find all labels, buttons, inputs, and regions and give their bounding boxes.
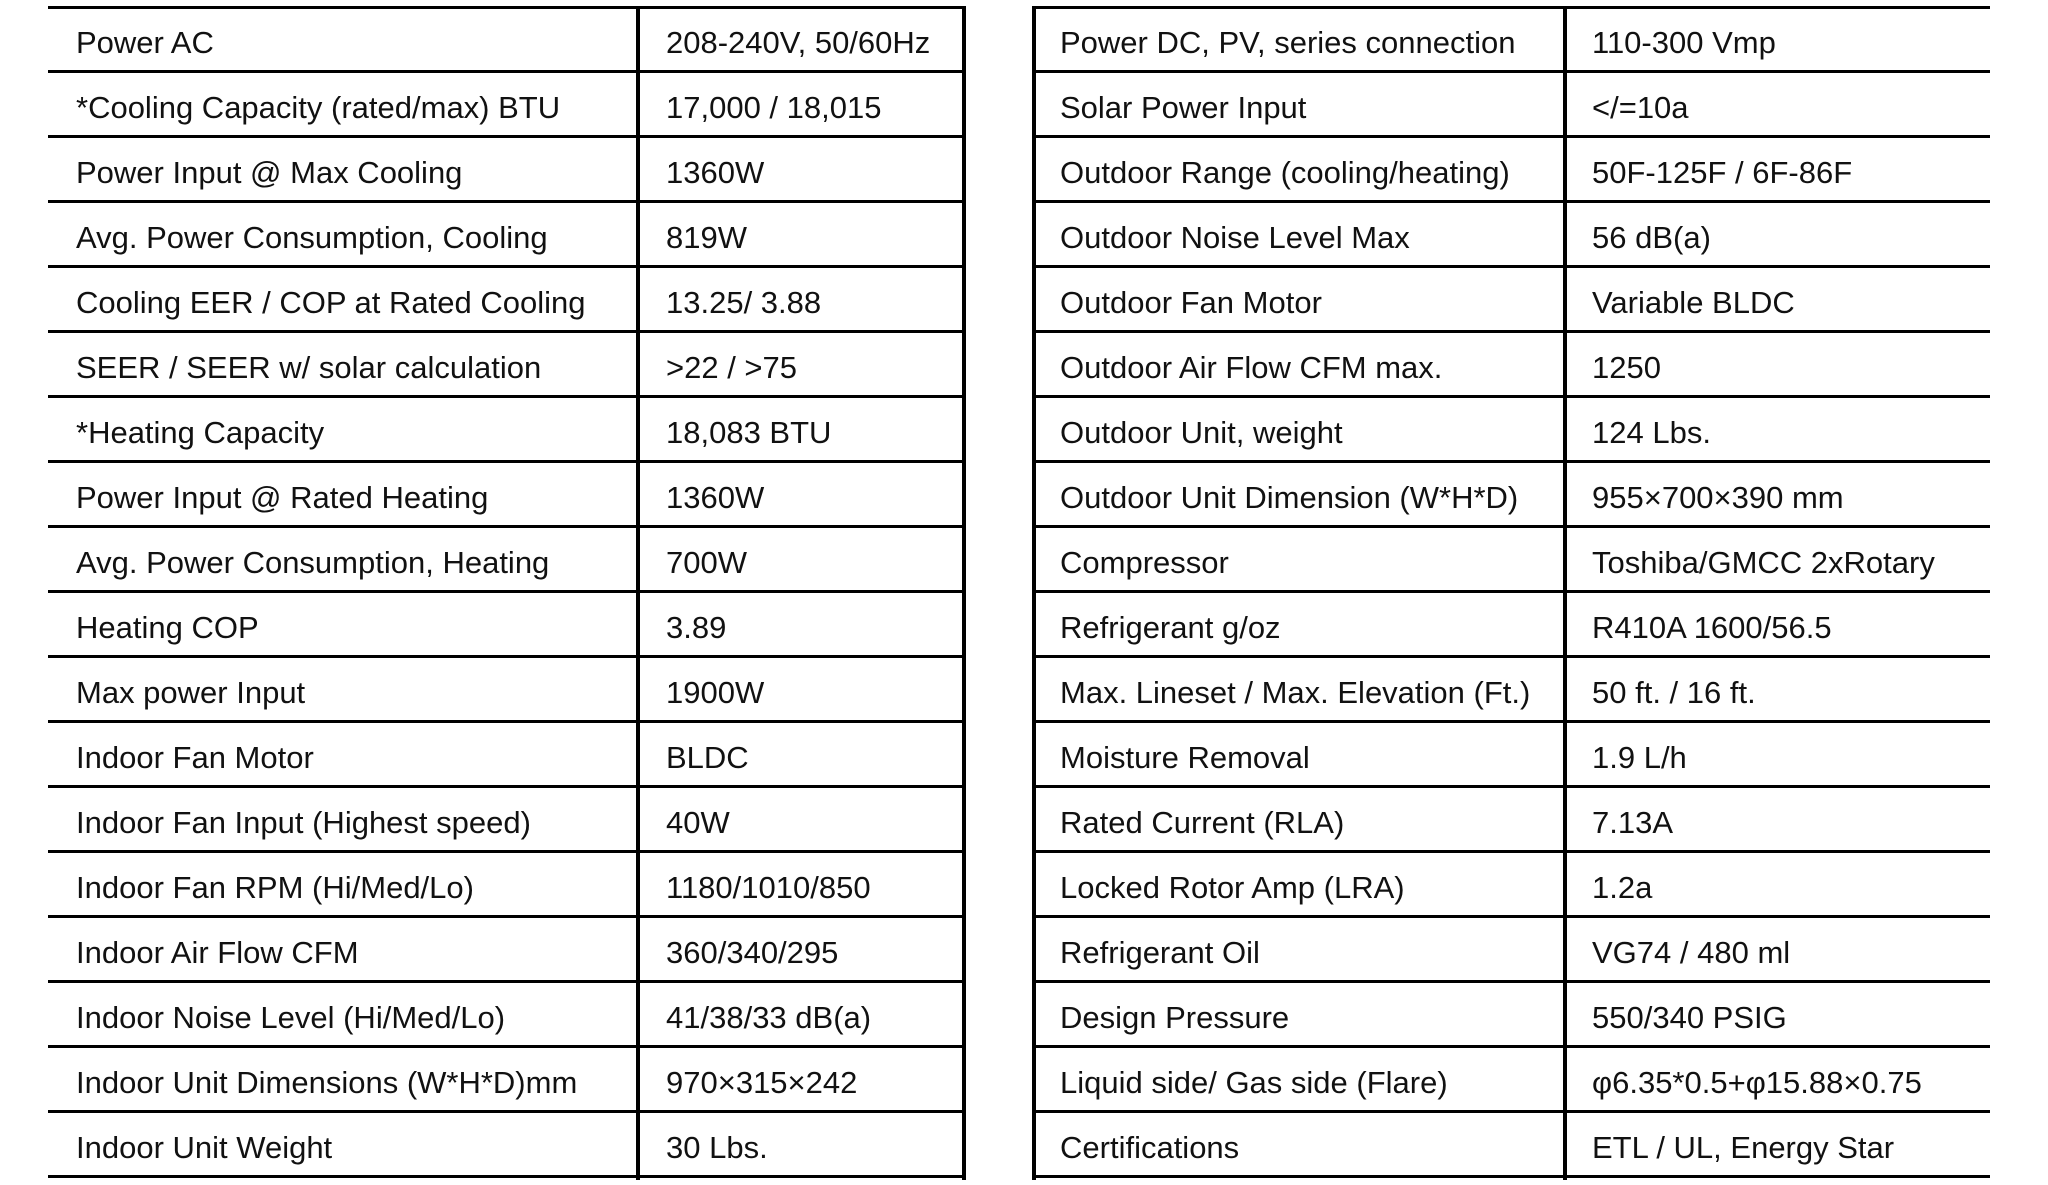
spec-value: 819W [666,220,747,255]
spec-label: Refrigerant g/oz [1060,610,1281,645]
spec-value: φ6.35*0.5+φ15.88×0.75 [1592,1065,1922,1100]
spec-label: Moisture Removal [1060,740,1310,775]
spec-value: 360/340/295 [666,935,839,970]
spec-value: 208-240V, 50/60Hz [666,25,931,60]
spec-value: 700W [666,545,747,580]
spec-value: ETL / UL, Energy Star [1592,1130,1895,1165]
spec-value: VG74 / 480 ml [1592,935,1791,970]
row-divider [48,395,966,398]
spec-value: 50F-125F / 6F-86F [1592,155,1853,190]
spec-value: 955×700×390 mm [1592,480,1844,515]
column-divider [1032,8,1036,1180]
spec-label: Avg. Power Consumption, Heating [76,545,550,580]
spec-value: Variable BLDC [1592,285,1795,320]
spec-label: Outdoor Range (cooling/heating) [1060,155,1510,190]
table-row [0,595,2048,660]
table-row [0,140,2048,205]
spec-label: Max power Input [76,675,306,710]
spec-label: Outdoor Air Flow CFM max. [1060,350,1443,385]
spec-value: 40W [666,805,730,840]
spec-value: BLDC [666,740,749,775]
row-divider [48,265,966,268]
spec-value: 1360W [666,155,765,190]
row-divider [1032,6,1990,9]
table-row [0,920,2048,985]
spec-label: Solar Power Input [1060,90,1307,125]
spec-label: Indoor Fan Input (Highest speed) [76,805,531,840]
spec-label: Power AC [76,25,214,60]
spec-label: Outdoor Unit Dimension (W*H*D) [1060,480,1519,515]
row-divider [48,6,966,9]
row-divider [1032,720,1990,723]
spec-label: Outdoor Noise Level Max [1060,220,1410,255]
row-divider [48,980,966,983]
column-divider [1563,8,1567,1180]
table-row [0,790,2048,855]
table-row [0,855,2048,920]
spec-label: Indoor Fan Motor [76,740,314,775]
spec-value: Toshiba/GMCC 2xRotary [1592,545,1935,580]
spec-value: 124 Lbs. [1592,415,1711,450]
spec-label: Max. Lineset / Max. Elevation (Ft.) [1060,675,1531,710]
spec-value: 17,000 / 18,015 [666,90,882,125]
table-row [0,530,2048,595]
spec-value: 50 ft. / 16 ft. [1592,675,1756,710]
spec-label: Heating COP [76,610,259,645]
row-divider [48,70,966,73]
row-divider [1032,460,1990,463]
spec-label: Indoor Unit Weight [76,1130,333,1165]
row-divider [1032,1175,1990,1178]
row-divider [1032,395,1990,398]
row-divider [48,200,966,203]
spec-value: 56 dB(a) [1592,220,1711,255]
row-divider [48,720,966,723]
row-divider [1032,785,1990,788]
spec-value: 1900W [666,675,765,710]
row-divider [48,1110,966,1113]
row-divider [1032,70,1990,73]
spec-label: Indoor Fan RPM (Hi/Med/Lo) [76,870,474,905]
spec-value: 1180/1010/850 [666,870,871,905]
row-divider [1032,330,1990,333]
row-divider [48,460,966,463]
spec-value: 30 Lbs. [666,1130,768,1165]
spec-label: Power DC, PV, series connection [1060,25,1516,60]
spec-label: Avg. Power Consumption, Cooling [76,220,548,255]
spec-value: </=10a [1592,90,1689,125]
row-divider [48,655,966,658]
row-divider [48,850,966,853]
spec-value: 3.89 [666,610,727,645]
column-divider [636,8,640,1180]
table-row [0,985,2048,1050]
row-divider [1032,525,1990,528]
spec-value: 1360W [666,480,765,515]
row-divider [1032,1110,1990,1113]
spec-label: Outdoor Fan Motor [1060,285,1322,320]
row-divider [1032,980,1990,983]
spec-label: Indoor Noise Level (Hi/Med/Lo) [76,1000,506,1035]
row-divider [1032,200,1990,203]
row-divider [48,330,966,333]
spec-value: >22 / >75 [666,350,798,385]
spec-label: Power Input @ Rated Heating [76,480,489,515]
spec-label: Locked Rotor Amp (LRA) [1060,870,1405,905]
row-divider [48,1045,966,1048]
row-divider [48,915,966,918]
spec-label: *Heating Capacity [76,415,325,450]
spec-value: 1.9 L/h [1592,740,1687,775]
column-divider [962,8,966,1180]
row-divider [1032,590,1990,593]
row-divider [1032,850,1990,853]
spec-value: 550/340 PSIG [1592,1000,1787,1035]
row-divider [1032,135,1990,138]
spec-label: Rated Current (RLA) [1060,805,1345,840]
row-divider [1032,265,1990,268]
row-divider [48,135,966,138]
spec-label: Outdoor Unit, weight [1060,415,1343,450]
row-divider [1032,915,1990,918]
spec-value: 110-300 Vmp [1592,25,1776,60]
spec-label: Indoor Unit Dimensions (W*H*D)mm [76,1065,578,1100]
spec-label: Power Input @ Max Cooling [76,155,463,190]
row-divider [1032,1045,1990,1048]
spec-label: Certifications [1060,1130,1240,1165]
table-row [0,465,2048,530]
spec-label: Liquid side/ Gas side (Flare) [1060,1065,1448,1100]
row-divider [48,785,966,788]
table-row [0,335,2048,400]
spec-value: R410A 1600/56.5 [1592,610,1832,645]
spec-value: 7.13A [1592,805,1674,840]
spec-value: 1250 [1592,350,1661,385]
table-row [0,75,2048,140]
table-row [0,400,2048,465]
row-divider [48,525,966,528]
table-row [0,1115,2048,1180]
spec-label: SEER / SEER w/ solar calculation [76,350,542,385]
table-row [0,660,2048,725]
spec-value: 18,083 BTU [666,415,832,450]
table-row [0,1050,2048,1115]
table-row [0,10,2048,75]
spec-value: 41/38/33 dB(a) [666,1000,872,1035]
spec-value: 970×315×242 [666,1065,858,1100]
spec-label: Cooling EER / COP at Rated Cooling [76,285,586,320]
spec-label: Compressor [1060,545,1229,580]
table-row [0,725,2048,790]
spec-label: Design Pressure [1060,1000,1290,1035]
row-divider [1032,655,1990,658]
spec-label: *Cooling Capacity (rated/max) BTU [76,90,561,125]
table-row [0,205,2048,270]
table-row [0,270,2048,335]
spec-value: 13.25/ 3.88 [666,285,822,320]
spec-label: Indoor Air Flow CFM [76,935,359,970]
spec-label: Refrigerant Oil [1060,935,1260,970]
row-divider [48,590,966,593]
row-divider [48,1175,966,1178]
spec-value: 1.2a [1592,870,1653,905]
